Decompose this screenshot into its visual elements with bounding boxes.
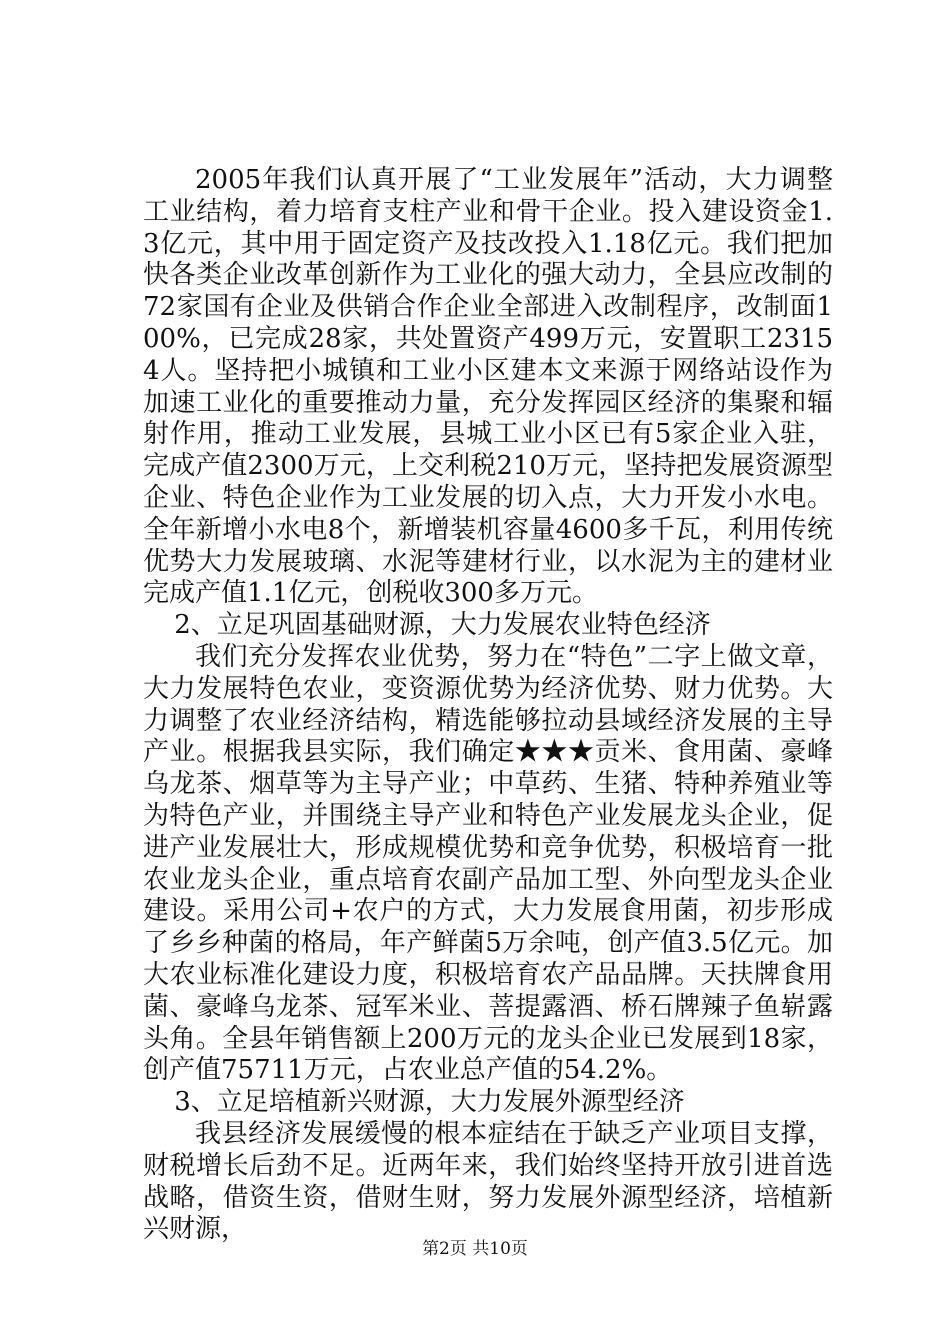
paragraph-industry: 2005年我们认真开展了“工业发展年”活动，大力调整工业结构，着力培育支柱产业和骨干企业。投入建设资金1.3亿元，其中用于固定资产及技改投入1.18亿元。我们把加快各类企业改革创新作为工业化的强大动力，全县应改制的72家国有企业及供销合作企业全部进入改制程序，改制面100%，已完成28家，共处置资产499万元，安置职工23154人。坚持把小城镇和工业小区建本文来源于网络站设作为加速工业化的重要推动力量，充分发挥园区经济的集聚和辐射作用，推动工业发展，县城工业小区已有5家企业入驻，完成产值2300万元，上交利税210万元，坚持把发展资源型企业、特色企业作为工业发展的切入点，大力开发小水电。全年新增小水电8个，新增装机容量4600多千瓦，利用传统优势大力发展玻璃、水泥等建材行业，以水泥为主的建材业完成产值1.1亿元，创税收300多万元。: [143, 165, 833, 609]
paragraph-agriculture: 我们充分发挥农业优势，努力在“特色”二字上做文章，大力发展特色农业，变资源优势为经济优势、财力优势。大力调整了农业经济结构，精选能够拉动县域经济发展的主导产业。根据我县实际，我们确定★★★贡米、食用菌、豪峰乌龙茶、烟草等为主导产业；中草药、生猪、特种养殖业等为特色产业，并围绕主导产业和特色产业发展龙头企业，促进产业发展壮大，形成规模优势和竞争优势，积极培育一批农业龙头企业，重点培育农副产品加工型、外向型龙头企业建设。采用公司+农户的方式，大力发展食用菌，初步形成了乡乡种菌的格局，年产鲜菌5万余吨，创产值3.5亿元。加大农业标准化建设力度，积极培育农产品品牌。天扶牌食用菌、豪峰乌龙茶、冠军米业、菩提露酒、桥石牌辣子鱼崭露头角。全县年销售额上200万元的龙头企业已发展到18家，创产值75711万元，占农业总产值的54.2%。: [143, 641, 833, 1086]
section-heading-agriculture: 2、立足巩固基础财源，大力发展农业特色经济: [174, 610, 711, 641]
document-body: [143, 165, 833, 1246]
paragraph-external-economy: 我县经济发展缓慢的根本症结在于缺乏产业项目支撑，财税增长后劲不足。近两年来，我们始终坚持开放引进首选战略，借资生资，借财生财，努力发展外源型经济，培植新兴财源，: [143, 1118, 833, 1245]
page-footer: 第2页 共10页: [422, 1239, 528, 1259]
section-heading-external-economy: 3、立足培植新兴财源，大力发展外源型经济: [174, 1087, 685, 1118]
